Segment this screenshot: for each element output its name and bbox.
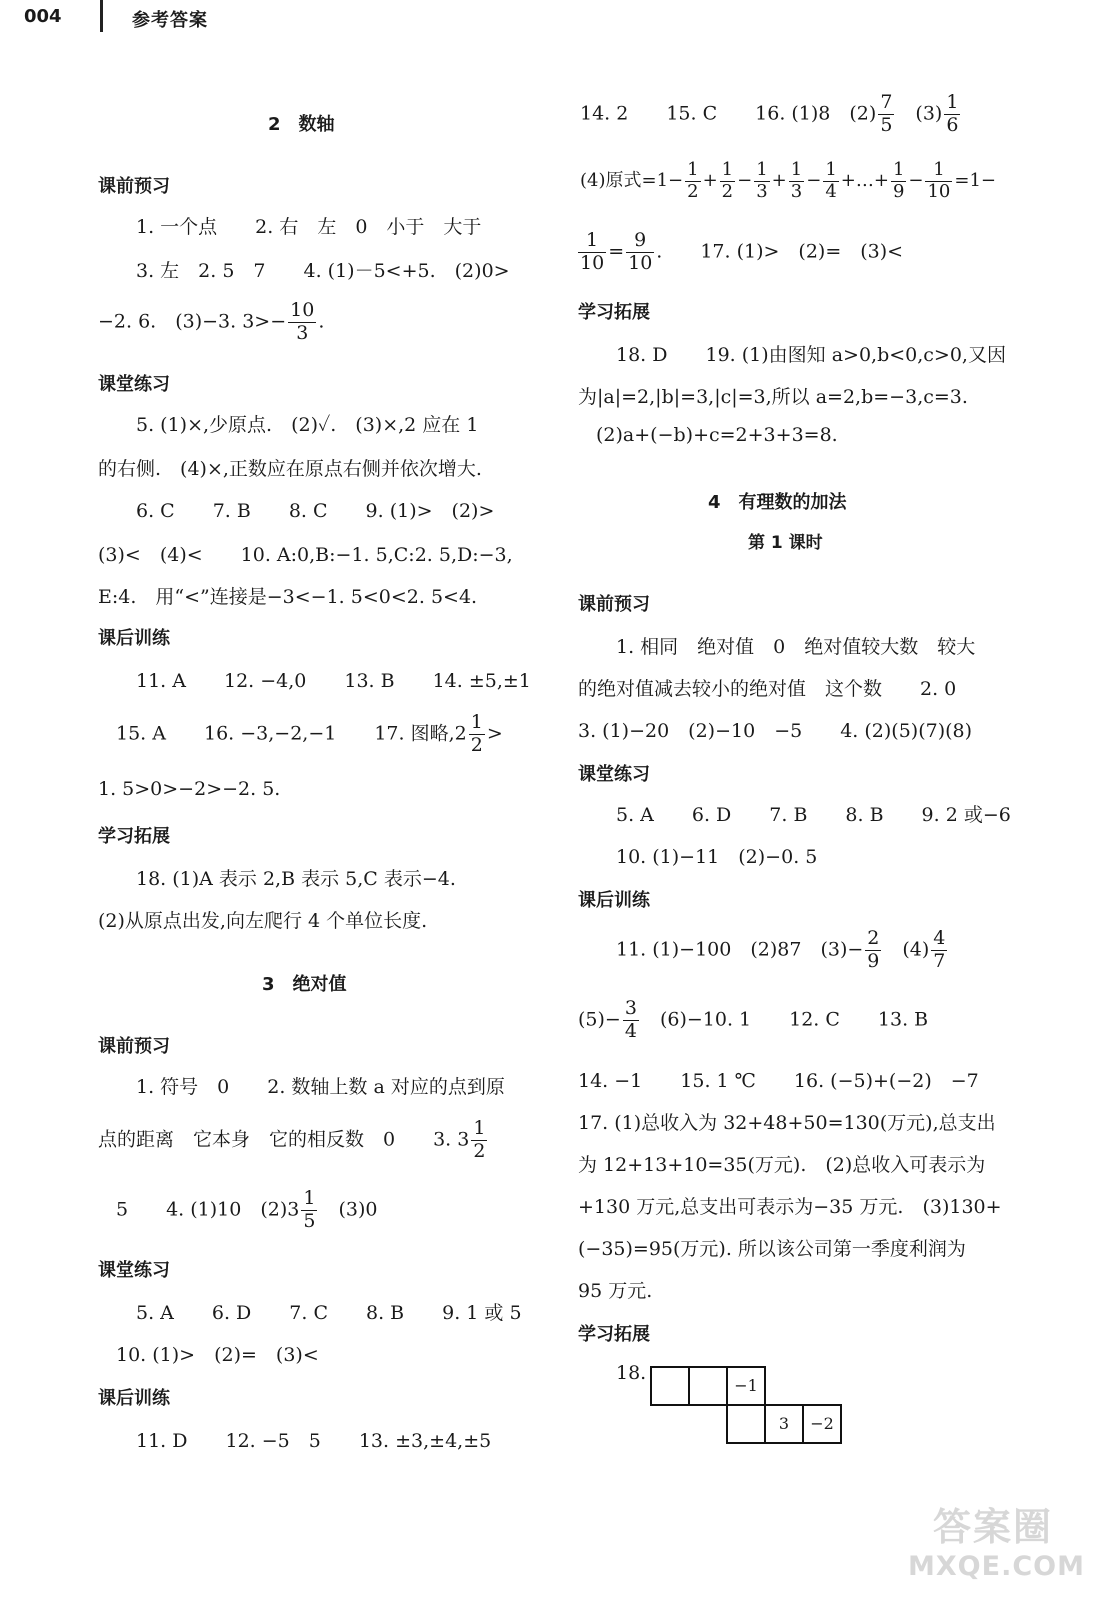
fraction bbox=[685, 160, 700, 202]
fraction-numerator: 1 bbox=[721, 159, 734, 180]
answer-line: 1. 5>0>−2>−2. 5. bbox=[98, 778, 281, 800]
fraction-numerator: 1 bbox=[925, 160, 952, 182]
fraction-denominator: 10 bbox=[580, 251, 605, 274]
fraction-numerator: 2 bbox=[867, 927, 880, 949]
answer-line: 的右侧. (4)×,正数应在原点右侧并依次增大. bbox=[98, 458, 482, 480]
fraction-numerator: 4 bbox=[933, 927, 946, 949]
answer-line bbox=[98, 1118, 489, 1163]
fraction-numerator: 1 bbox=[946, 91, 959, 113]
subsection-heading: 课堂练习 bbox=[98, 1260, 170, 1281]
fraction bbox=[626, 230, 654, 275]
answer-line bbox=[98, 300, 324, 345]
answer-line: 的绝对值减去较小的绝对值 这个数 2. 0 bbox=[578, 678, 957, 700]
fraction-numerator: 1 bbox=[470, 711, 483, 733]
fraction-denominator: 10 bbox=[628, 251, 653, 274]
answer-line: E:4. 用“<”连接是−3<−1. 5<0<2. 5<4. bbox=[98, 586, 478, 608]
subsection-heading: 课后训练 bbox=[98, 1388, 170, 1409]
answer-line bbox=[116, 1188, 377, 1233]
fraction bbox=[469, 712, 485, 757]
section-title: 4 有理数的加法 bbox=[708, 492, 847, 513]
fraction-numerator: 1 bbox=[303, 1187, 316, 1209]
answer-text: (4) bbox=[883, 938, 930, 961]
answer-line: 11. A 12. −4,0 13. B 14. ±5,±1 bbox=[136, 670, 531, 692]
answer-line: (2)a+(−b)+c=2+3+3=8. bbox=[596, 424, 838, 446]
answer-line: 1. 一个点 2. 右 左 0 小于 大于 bbox=[136, 216, 482, 238]
answer-text: 14. 2 15. C 16. (1)8 (2) bbox=[580, 102, 877, 125]
fraction-numerator: 1 bbox=[790, 159, 803, 180]
answer-line: 3. 左 2. 5 7 4. (1)－5<+5. (2)0> bbox=[136, 260, 510, 282]
page-number: 004 bbox=[24, 6, 62, 27]
operator: − bbox=[806, 170, 822, 192]
answer-line bbox=[580, 160, 996, 202]
answer-text: =1− bbox=[954, 170, 997, 192]
answer-line: 5. (1)×,少原点. (2)✓. (3)×,2 应在 1 bbox=[136, 414, 479, 436]
fraction bbox=[944, 92, 960, 137]
fraction-denominator: 10 bbox=[927, 180, 951, 202]
subsection-heading: 课后训练 bbox=[98, 628, 170, 649]
answer-line: 11. D 12. −5 5 13. ±3,±4,±5 bbox=[136, 1430, 492, 1452]
fraction-numerator: 1 bbox=[892, 159, 905, 180]
operator: − bbox=[908, 170, 924, 192]
fraction bbox=[925, 160, 952, 202]
fraction bbox=[789, 160, 804, 202]
fraction-numerator: 10 bbox=[290, 299, 315, 321]
grid-cell bbox=[650, 1366, 690, 1406]
section-subtitle: 第 1 课时 bbox=[748, 533, 823, 553]
answer-text: > bbox=[486, 722, 503, 745]
answer-line: (−35)=95(万元). 所以该公司第一季度利润为 bbox=[578, 1238, 966, 1260]
operator: +…+ bbox=[840, 170, 889, 192]
fraction bbox=[720, 160, 735, 202]
fraction-denominator: 7 bbox=[933, 949, 946, 972]
fraction bbox=[865, 928, 881, 973]
answer-text: (6)−10. 1 12. C 13. B bbox=[640, 1008, 929, 1031]
answer-text: (4)原式=1− bbox=[580, 170, 684, 192]
answer-line: 为|a|=2,|b|=3,|c|=3,所以 a=2,b=−3,c=3. bbox=[578, 386, 968, 408]
fraction-numerator: 1 bbox=[473, 1117, 486, 1139]
answer-text: 15. A 16. −3,−2,−1 17. 图略,2 bbox=[116, 722, 467, 745]
fraction-denominator: 2 bbox=[470, 733, 483, 756]
fraction bbox=[878, 92, 894, 137]
answer-text: 11. (1)−100 (2)87 (3)− bbox=[616, 938, 864, 961]
subsection-heading: 学习拓展 bbox=[578, 302, 650, 323]
grid-cell: −1 bbox=[726, 1366, 766, 1406]
grid-cell bbox=[688, 1366, 728, 1406]
answer-text: . bbox=[656, 240, 663, 263]
fraction-denominator: 3 bbox=[296, 321, 309, 344]
answer-text: 17. (1)> (2)= (3)< bbox=[662, 240, 904, 263]
watermark bbox=[908, 1502, 1085, 1592]
answer-text: (5)− bbox=[578, 1008, 621, 1031]
fraction-denominator: 2 bbox=[721, 180, 734, 202]
fraction-numerator: 3 bbox=[624, 997, 637, 1019]
fraction-numerator: 1 bbox=[687, 159, 699, 180]
answer-line: 95 万元. bbox=[578, 1280, 653, 1302]
answer-line: (3)< (4)< 10. A:0,B:−1. 5,C:2. 5,D:−3, bbox=[98, 544, 513, 566]
subsection-heading: 学习拓展 bbox=[578, 1324, 650, 1345]
grid-cell: 3 bbox=[764, 1404, 804, 1444]
fraction bbox=[623, 998, 639, 1043]
answer-line bbox=[580, 92, 962, 137]
answer-line: 14. −1 15. 1 ℃ 16. (−5)+(−2) −7 bbox=[578, 1070, 979, 1092]
answer-text: (3)0 bbox=[319, 1198, 378, 1221]
fraction bbox=[754, 160, 769, 202]
fraction bbox=[301, 1188, 317, 1233]
grid-cell bbox=[726, 1404, 766, 1444]
subsection-heading: 课前预习 bbox=[578, 594, 650, 615]
answer-line: 3. (1)−20 (2)−10 −5 4. (2)(5)(7)(8) bbox=[578, 720, 973, 742]
fraction bbox=[891, 160, 906, 202]
answer-text: −2. 6. (3)−3. 3>− bbox=[98, 310, 287, 333]
fraction-denominator: 9 bbox=[867, 949, 880, 972]
fraction bbox=[288, 300, 316, 345]
subsection-heading: 课后训练 bbox=[578, 890, 650, 911]
fraction-denominator: 5 bbox=[303, 1209, 316, 1232]
fraction-denominator: 6 bbox=[946, 113, 959, 136]
fraction-denominator: 9 bbox=[892, 180, 905, 202]
watermark-url: MXQE.COM bbox=[908, 1551, 1085, 1582]
fraction bbox=[823, 160, 838, 202]
answer-line: 18. D 19. (1)由图知 a>0,b<0,c>0,又因 bbox=[616, 344, 1006, 366]
answer-line bbox=[616, 928, 949, 973]
subsection-heading: 课前预习 bbox=[98, 176, 170, 197]
fraction-numerator: 1 bbox=[825, 159, 837, 180]
grid-cell: −2 bbox=[802, 1404, 842, 1444]
fraction-numerator: 1 bbox=[756, 159, 768, 180]
answer-text: . bbox=[318, 310, 325, 333]
answer-line: 1. 相同 绝对值 0 绝对值较大数 较大 bbox=[616, 636, 976, 658]
subsection-heading: 课堂练习 bbox=[578, 764, 650, 785]
fraction-numerator: 7 bbox=[880, 91, 893, 113]
answer-line: (2)从原点出发,向左爬行 4 个单位长度. bbox=[98, 910, 428, 932]
fraction-denominator: 3 bbox=[790, 180, 803, 202]
answer-text: 点的距离 它本身 它的相反数 0 3. 3 bbox=[98, 1128, 470, 1151]
answer-line: 18. (1)A 表示 2,B 表示 5,C 表示−4. bbox=[136, 868, 456, 890]
answer-text: (3) bbox=[896, 102, 943, 125]
fraction-denominator: 2 bbox=[473, 1139, 486, 1162]
operator: + bbox=[771, 170, 787, 192]
fraction bbox=[471, 1118, 487, 1163]
answer-line: +130 万元,总支出可表示为−35 万元. (3)130+ bbox=[578, 1196, 1002, 1218]
operator: + bbox=[702, 170, 718, 192]
fraction-denominator: 2 bbox=[687, 180, 699, 202]
answer-line: 1. 符号 0 2. 数轴上数 a 对应的点到原 bbox=[136, 1076, 505, 1098]
fraction-denominator: 3 bbox=[756, 180, 768, 202]
fraction-numerator: 1 bbox=[578, 230, 606, 253]
fraction bbox=[578, 230, 606, 275]
subsection-heading: 学习拓展 bbox=[98, 826, 170, 847]
section-title: 2 数轴 bbox=[268, 114, 335, 135]
operator: = bbox=[608, 240, 625, 263]
fraction-denominator: 5 bbox=[880, 113, 893, 136]
header-divider bbox=[100, 0, 103, 32]
fraction bbox=[931, 928, 947, 973]
question-number: 18. bbox=[616, 1362, 647, 1384]
answer-line: 为 12+13+10=35(万元). (2)总收入可表示为 bbox=[578, 1154, 986, 1176]
running-title: 参考答案 bbox=[132, 10, 208, 31]
fraction-numerator: 9 bbox=[626, 230, 654, 253]
answer-line bbox=[578, 998, 928, 1043]
subsection-heading: 课前预习 bbox=[98, 1036, 170, 1057]
section-title: 3 绝对值 bbox=[262, 974, 347, 995]
answer-line: 17. (1)总收入为 32+48+50=130(万元),总支出 bbox=[578, 1112, 996, 1134]
answer-text: 5 4. (1)10 (2)3 bbox=[116, 1198, 300, 1221]
answer-line bbox=[576, 230, 903, 275]
watermark-logo: 答案圈 bbox=[932, 1505, 1053, 1549]
answer-line: 5. A 6. D 7. C 8. B 9. 1 或 5 bbox=[136, 1302, 522, 1324]
answer-line: 10. (1)> (2)= (3)< bbox=[116, 1344, 319, 1366]
fraction-denominator: 4 bbox=[825, 180, 837, 202]
subsection-heading: 课堂练习 bbox=[98, 374, 170, 395]
operator: − bbox=[737, 170, 753, 192]
fraction-denominator: 4 bbox=[624, 1019, 637, 1042]
answer-line bbox=[116, 712, 503, 757]
answer-line: 10. (1)−11 (2)−0. 5 bbox=[616, 846, 818, 868]
answer-line: 6. C 7. B 8. C 9. (1)> (2)> bbox=[136, 500, 495, 522]
answer-line: 5. A 6. D 7. B 8. B 9. 2 或−6 bbox=[616, 804, 1011, 826]
